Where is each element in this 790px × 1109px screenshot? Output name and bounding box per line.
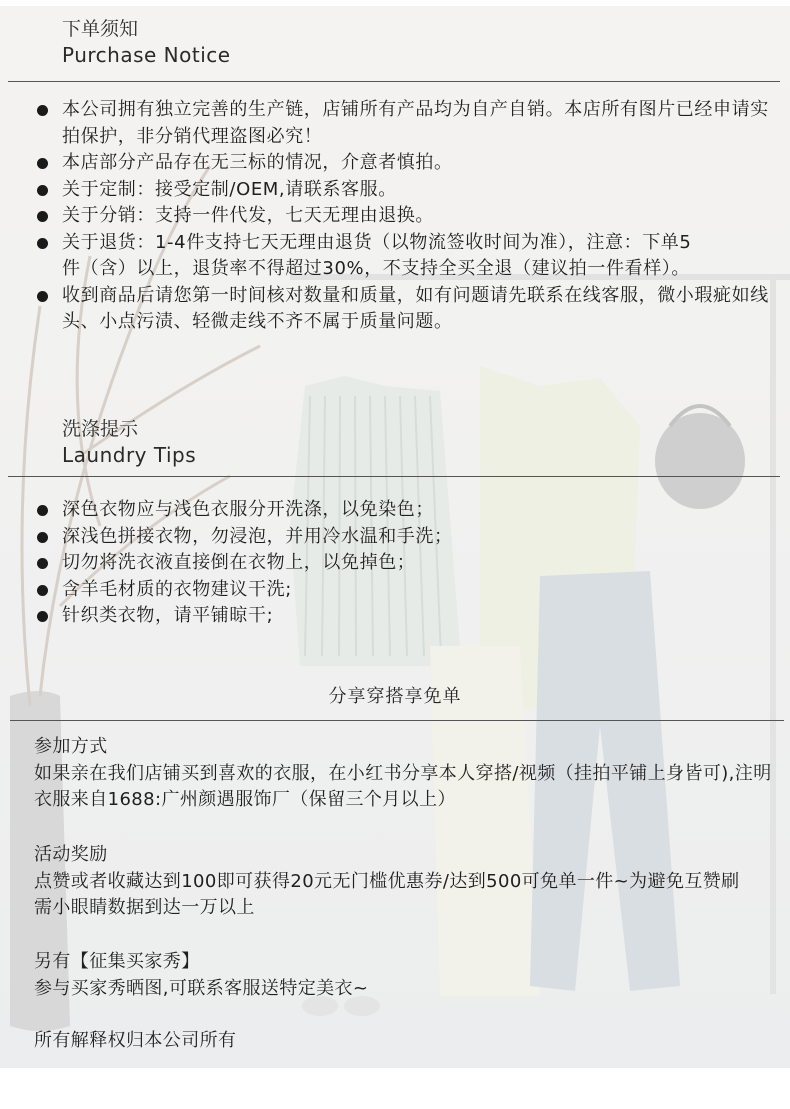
purchase-notice-title-cn: 下单须知 (62, 18, 139, 40)
join-text: 如果亲在我们店铺买到喜欢的衣服，在小红书分享本人穿搭/视频（挂拍平铺上身皆可),注明衣服来自1688:广州颜遇服饰厂（保留三个月以上） (34, 762, 772, 810)
buyer-show-heading: 另有【征集买家秀】 (34, 951, 200, 972)
divider (10, 720, 784, 721)
reward-section (34, 842, 784, 922)
buyer-show-text: 参与买家秀晒图,可联系客服送特定美衣~ (34, 977, 369, 999)
laundry-tips-list (34, 497, 774, 630)
laundry-tips-title-en: Laundry Tips (62, 443, 197, 467)
list-item: 关于定制：接受定制/OEM,请联系客服。 (34, 177, 774, 204)
list-item: 关于退货：1-4件支持七天无理由退货（以物流签收时间为准），注意：下单5件（含）以上，退货率不得超过30%，不支持全买全退（建议拍一件看样）。 (34, 230, 702, 283)
divider (8, 476, 780, 477)
list-item: 切勿将洗衣液直接倒在衣物上，以免掉色； (34, 550, 774, 577)
divider (8, 81, 780, 82)
laundry-tips-title-cn: 洗涤提示 (62, 418, 139, 440)
list-item: 关于分销：支持一件代发，七天无理由退换。 (34, 203, 774, 230)
list-item: 深浅色拼接衣物，勿浸泡，并用冷水温和手洗； (34, 524, 774, 551)
list-item: 本公司拥有独立完善的生产链，店铺所有产品均为自产自销。本店所有图片已经申请实拍保护，非分销代理盗图必究！ (34, 97, 774, 150)
list-item: 本店部分产品存在无三标的情况，介意者慎拍。 (34, 150, 774, 177)
buyer-show-section (34, 949, 784, 1002)
list-item: 收到商品后请您第一时间核对数量和质量，如有问题请先联系在线客服，微小瑕疵如线头、小点污渍、轻微走线不齐不属于质量问题。 (34, 283, 774, 336)
list-item: 含羊毛材质的衣物建议干洗; (34, 577, 774, 604)
join-section (34, 734, 784, 814)
share-title: 分享穿搭享免单 (328, 686, 462, 707)
reward-heading: 活动奖励 (34, 844, 108, 865)
purchase-notice-list (34, 97, 774, 336)
list-item: 深色衣物应与浅色衣服分开洗涤，以免染色； (34, 497, 774, 524)
purchase-notice-title-en: Purchase Notice (62, 43, 231, 67)
reward-text: 点赞或者收藏达到100即可获得20元无门槛优惠券/达到500可免单一件~为避免互赞刷需小眼睛数据到达一万以上 (34, 870, 740, 918)
list-item: 针织类衣物，请平铺晾干; (34, 603, 774, 630)
rights-statement: 所有解释权归本公司所有 (34, 1030, 237, 1051)
join-heading: 参加方式 (34, 736, 108, 757)
laundry-tips-title (62, 416, 196, 468)
purchase-notice-title (62, 16, 231, 68)
